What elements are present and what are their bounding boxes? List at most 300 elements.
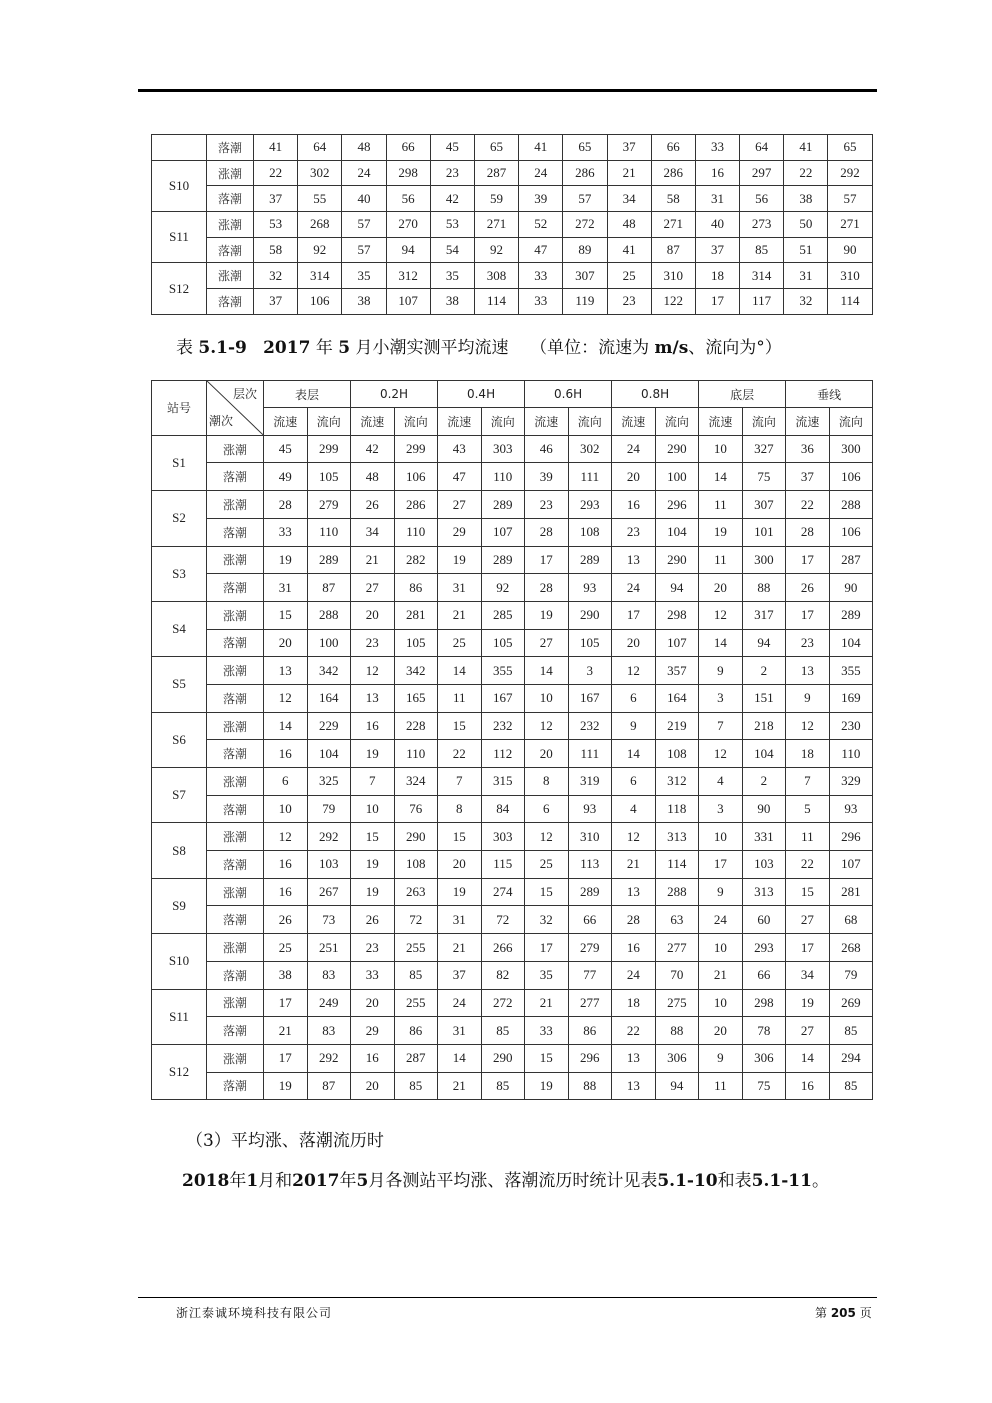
tide-cell: 落潮 [207, 740, 264, 768]
value-cell: 22 [786, 851, 830, 879]
table-row [152, 1017, 873, 1045]
value-cell: 20 [264, 629, 308, 657]
value-cell: 78 [742, 1017, 786, 1045]
value-cell: 6 [612, 768, 656, 796]
value-cell: 287 [474, 160, 518, 186]
value-cell: 17 [612, 601, 656, 629]
value-cell: 22 [786, 491, 830, 519]
value-cell: 33 [695, 135, 739, 161]
value-cell: 111 [568, 740, 612, 768]
value-cell: 268 [298, 212, 342, 238]
value-cell: 15 [786, 878, 830, 906]
value-cell: 57 [828, 186, 872, 212]
value-cell: 20 [351, 601, 395, 629]
table-row [152, 263, 873, 289]
value-cell: 18 [786, 740, 830, 768]
value-cell: 310 [568, 823, 612, 851]
value-cell: 286 [651, 160, 695, 186]
value-cell: 20 [699, 1017, 743, 1045]
value-cell: 21 [438, 601, 482, 629]
value-cell: 281 [829, 878, 873, 906]
tide-cell: 涨潮 [207, 546, 264, 574]
value-cell: 10 [351, 795, 395, 823]
value-cell: 23 [351, 629, 395, 657]
value-cell: 104 [655, 518, 699, 546]
value-cell: 289 [481, 491, 525, 519]
table-caption: 表 5.1-9 2017 年 5 月小潮实测平均流速 （单位：流速为 m/s、流向为°） [176, 338, 782, 358]
table-row [152, 878, 873, 906]
value-cell: 66 [386, 135, 430, 161]
value-cell: 75 [742, 463, 786, 491]
tide-cell: 涨潮 [207, 435, 264, 463]
value-cell: 37 [786, 463, 830, 491]
value-cell: 90 [829, 574, 873, 602]
tide-cell: 落潮 [207, 237, 254, 263]
value-cell: 66 [651, 135, 695, 161]
direction-header: 流向 [829, 408, 873, 435]
value-cell: 167 [481, 684, 525, 712]
table-header-row [152, 381, 873, 408]
value-cell: 19 [786, 989, 830, 1017]
value-cell: 11 [438, 684, 482, 712]
value-cell: 306 [655, 1044, 699, 1072]
table-row [152, 160, 873, 186]
value-cell: 12 [525, 823, 569, 851]
value-cell: 16 [612, 934, 656, 962]
station-cell: S1 [152, 435, 207, 490]
value-cell: 35 [342, 263, 386, 289]
value-cell: 14 [438, 657, 482, 685]
value-cell: 342 [307, 657, 351, 685]
direction-header: 流向 [481, 408, 525, 435]
tide-cell: 涨潮 [207, 657, 264, 685]
value-cell: 306 [742, 1044, 786, 1072]
value-cell: 19 [525, 601, 569, 629]
value-cell: 15 [525, 1044, 569, 1072]
value-cell: 299 [394, 435, 438, 463]
value-cell: 313 [655, 823, 699, 851]
value-cell: 271 [474, 212, 518, 238]
value-cell: 19 [438, 546, 482, 574]
value-cell: 41 [519, 135, 563, 161]
value-cell: 21 [438, 934, 482, 962]
value-cell: 24 [612, 574, 656, 602]
value-cell: 56 [740, 186, 784, 212]
value-cell: 85 [481, 1072, 525, 1100]
value-cell: 267 [307, 878, 351, 906]
value-cell: 315 [481, 768, 525, 796]
value-cell: 110 [394, 740, 438, 768]
value-cell: 13 [786, 657, 830, 685]
value-cell: 115 [481, 851, 525, 879]
value-cell: 23 [525, 491, 569, 519]
value-cell: 70 [655, 961, 699, 989]
value-cell: 232 [481, 712, 525, 740]
value-cell: 23 [607, 289, 651, 315]
value-cell: 228 [394, 712, 438, 740]
value-cell: 269 [829, 989, 873, 1017]
value-cell: 105 [394, 629, 438, 657]
value-cell: 249 [307, 989, 351, 1017]
value-cell: 28 [612, 906, 656, 934]
value-cell: 66 [568, 906, 612, 934]
value-cell: 218 [742, 712, 786, 740]
value-cell: 48 [607, 212, 651, 238]
value-cell: 8 [525, 768, 569, 796]
value-cell: 18 [695, 263, 739, 289]
value-cell: 16 [695, 160, 739, 186]
value-cell: 106 [829, 463, 873, 491]
value-cell: 42 [430, 186, 474, 212]
value-cell: 73 [307, 906, 351, 934]
tide-cell: 落潮 [207, 684, 264, 712]
value-cell: 79 [307, 795, 351, 823]
value-cell: 76 [394, 795, 438, 823]
value-cell: 12 [786, 712, 830, 740]
value-cell: 20 [351, 989, 395, 1017]
value-cell: 23 [351, 934, 395, 962]
direction-header: 流向 [568, 408, 612, 435]
value-cell: 6 [264, 768, 308, 796]
tide-cell: 落潮 [207, 906, 264, 934]
value-cell: 13 [612, 1072, 656, 1100]
section-heading: （3）平均涨、落潮流历时 [186, 1131, 384, 1151]
neap-tide-flow-table [151, 380, 873, 1100]
tide-cell: 涨潮 [207, 601, 264, 629]
station-cell: S7 [152, 768, 207, 823]
table-row [152, 212, 873, 238]
value-cell: 85 [394, 961, 438, 989]
value-cell: 42 [351, 435, 395, 463]
value-cell: 251 [307, 934, 351, 962]
value-cell: 85 [829, 1017, 873, 1045]
direction-header: 流向 [655, 408, 699, 435]
value-cell: 53 [254, 212, 298, 238]
value-cell: 355 [829, 657, 873, 685]
value-cell: 58 [651, 186, 695, 212]
value-cell: 229 [307, 712, 351, 740]
value-cell: 302 [298, 160, 342, 186]
value-cell: 57 [342, 212, 386, 238]
value-cell: 60 [742, 906, 786, 934]
value-cell: 31 [695, 186, 739, 212]
station-cell: S5 [152, 657, 207, 712]
table-row [152, 1072, 873, 1100]
station-cell [152, 135, 207, 161]
value-cell: 19 [264, 546, 308, 574]
value-cell: 9 [699, 878, 743, 906]
value-cell: 6 [525, 795, 569, 823]
table-row [152, 491, 873, 519]
value-cell: 64 [740, 135, 784, 161]
value-cell: 72 [394, 906, 438, 934]
value-cell: 101 [742, 518, 786, 546]
value-cell: 103 [307, 851, 351, 879]
tide-cell: 涨潮 [207, 491, 264, 519]
station-cell: S6 [152, 712, 207, 767]
value-cell: 27 [786, 906, 830, 934]
value-cell: 288 [307, 601, 351, 629]
value-cell: 302 [568, 435, 612, 463]
value-cell: 298 [386, 160, 430, 186]
value-cell: 20 [612, 463, 656, 491]
value-cell: 279 [568, 934, 612, 962]
value-cell: 9 [612, 712, 656, 740]
value-cell: 37 [695, 237, 739, 263]
tide-cell: 落潮 [207, 795, 264, 823]
value-cell: 21 [525, 989, 569, 1017]
value-cell: 23 [612, 518, 656, 546]
value-cell: 28 [264, 491, 308, 519]
value-cell: 106 [298, 289, 342, 315]
value-cell: 12 [612, 823, 656, 851]
value-cell: 88 [742, 574, 786, 602]
value-cell: 292 [828, 160, 872, 186]
value-cell: 105 [481, 629, 525, 657]
value-cell: 14 [438, 1044, 482, 1072]
value-cell: 279 [307, 491, 351, 519]
value-cell: 25 [525, 851, 569, 879]
value-cell: 26 [786, 574, 830, 602]
value-cell: 41 [607, 237, 651, 263]
value-cell: 45 [430, 135, 474, 161]
tide-cell: 涨潮 [207, 768, 264, 796]
value-cell: 289 [568, 878, 612, 906]
layer-header: 0.2H [351, 381, 438, 408]
value-cell: 20 [525, 740, 569, 768]
value-cell: 14 [786, 1044, 830, 1072]
value-cell: 4 [612, 795, 656, 823]
value-cell: 296 [568, 1044, 612, 1072]
value-cell: 26 [351, 906, 395, 934]
value-cell: 93 [829, 795, 873, 823]
station-cell: S4 [152, 601, 207, 656]
value-cell: 303 [481, 823, 525, 851]
value-cell: 14 [525, 657, 569, 685]
table-row [152, 629, 873, 657]
table-row [152, 574, 873, 602]
tide-cell: 落潮 [207, 1072, 264, 1100]
tide-cell: 涨潮 [207, 712, 264, 740]
value-cell: 85 [740, 237, 784, 263]
value-cell: 10 [699, 934, 743, 962]
value-cell: 87 [651, 237, 695, 263]
value-cell: 114 [474, 289, 518, 315]
value-cell: 25 [264, 934, 308, 962]
value-cell: 107 [481, 518, 525, 546]
value-cell: 90 [742, 795, 786, 823]
table-row [152, 823, 873, 851]
tide-cell: 涨潮 [207, 878, 264, 906]
value-cell: 15 [351, 823, 395, 851]
value-cell: 286 [394, 491, 438, 519]
page-number: 第 205 页 [815, 1306, 872, 1320]
value-cell: 285 [481, 601, 525, 629]
value-cell: 24 [519, 160, 563, 186]
value-cell: 314 [740, 263, 784, 289]
value-cell: 13 [612, 546, 656, 574]
value-cell: 31 [438, 574, 482, 602]
value-cell: 14 [699, 463, 743, 491]
value-cell: 288 [829, 491, 873, 519]
value-cell: 31 [438, 906, 482, 934]
value-cell: 6 [612, 684, 656, 712]
value-cell: 12 [264, 684, 308, 712]
layer-header: 0.6H [525, 381, 612, 408]
value-cell: 314 [298, 263, 342, 289]
table-row [152, 768, 873, 796]
value-cell: 270 [386, 212, 430, 238]
value-cell: 289 [568, 546, 612, 574]
value-cell: 21 [612, 851, 656, 879]
value-cell: 38 [342, 289, 386, 315]
value-cell: 111 [568, 463, 612, 491]
value-cell: 272 [481, 989, 525, 1017]
value-cell: 4 [699, 768, 743, 796]
value-cell: 104 [307, 740, 351, 768]
value-cell: 286 [563, 160, 607, 186]
value-cell: 12 [351, 657, 395, 685]
value-cell: 56 [386, 186, 430, 212]
value-cell: 113 [568, 851, 612, 879]
value-cell: 16 [351, 1044, 395, 1072]
value-cell: 47 [438, 463, 482, 491]
value-cell: 13 [264, 657, 308, 685]
value-cell: 219 [655, 712, 699, 740]
value-cell: 77 [568, 961, 612, 989]
value-cell: 324 [394, 768, 438, 796]
value-cell: 24 [699, 906, 743, 934]
value-cell: 325 [307, 768, 351, 796]
value-cell: 7 [786, 768, 830, 796]
value-cell: 50 [784, 212, 828, 238]
value-cell: 103 [742, 851, 786, 879]
value-cell: 9 [699, 657, 743, 685]
value-cell: 107 [829, 851, 873, 879]
value-cell: 35 [525, 961, 569, 989]
value-cell: 37 [254, 186, 298, 212]
value-cell: 14 [699, 629, 743, 657]
value-cell: 331 [742, 823, 786, 851]
value-cell: 94 [655, 574, 699, 602]
table-row [152, 237, 873, 263]
value-cell: 104 [742, 740, 786, 768]
value-cell: 107 [386, 289, 430, 315]
value-cell: 39 [519, 186, 563, 212]
value-cell: 151 [742, 684, 786, 712]
value-cell: 327 [742, 435, 786, 463]
value-cell: 296 [829, 823, 873, 851]
table-row [152, 463, 873, 491]
value-cell: 23 [786, 629, 830, 657]
value-cell: 24 [342, 160, 386, 186]
value-cell: 31 [264, 574, 308, 602]
table-row [152, 712, 873, 740]
station-cell: S11 [152, 212, 207, 263]
value-cell: 122 [651, 289, 695, 315]
table-row [152, 684, 873, 712]
table-row [152, 795, 873, 823]
value-cell: 94 [386, 237, 430, 263]
tide-cell: 落潮 [207, 186, 254, 212]
speed-header: 流速 [438, 408, 482, 435]
value-cell: 18 [612, 989, 656, 1017]
value-cell: 72 [481, 906, 525, 934]
value-cell: 41 [254, 135, 298, 161]
table-row [152, 989, 873, 1017]
value-cell: 106 [829, 518, 873, 546]
value-cell: 300 [742, 546, 786, 574]
footer-company: 浙江泰诚环境科技有限公司 [176, 1306, 333, 1320]
station-cell: S8 [152, 823, 207, 878]
value-cell: 9 [786, 684, 830, 712]
value-cell: 92 [474, 237, 518, 263]
value-cell: 24 [612, 961, 656, 989]
value-cell: 49 [264, 463, 308, 491]
value-cell: 92 [298, 237, 342, 263]
value-cell: 277 [568, 989, 612, 1017]
value-cell: 38 [784, 186, 828, 212]
tide-cell: 落潮 [207, 629, 264, 657]
value-cell: 319 [568, 768, 612, 796]
value-cell: 3 [699, 684, 743, 712]
value-cell: 28 [525, 574, 569, 602]
value-cell: 88 [655, 1017, 699, 1045]
value-cell: 33 [264, 518, 308, 546]
flow-table-continued [151, 134, 873, 315]
value-cell: 40 [695, 212, 739, 238]
value-cell: 288 [655, 878, 699, 906]
value-cell: 31 [784, 263, 828, 289]
value-cell: 26 [264, 906, 308, 934]
value-cell: 22 [784, 160, 828, 186]
value-cell: 22 [612, 1017, 656, 1045]
tide-cell: 涨潮 [207, 823, 264, 851]
value-cell: 118 [655, 795, 699, 823]
value-cell: 17 [264, 1044, 308, 1072]
value-cell: 9 [699, 1044, 743, 1072]
value-cell: 47 [519, 237, 563, 263]
value-cell: 33 [519, 263, 563, 289]
value-cell: 11 [699, 491, 743, 519]
value-cell: 289 [829, 601, 873, 629]
table-row [152, 851, 873, 879]
value-cell: 167 [568, 684, 612, 712]
value-cell: 85 [481, 1017, 525, 1045]
value-cell: 40 [342, 186, 386, 212]
footer-rule [138, 1297, 877, 1298]
value-cell: 17 [264, 989, 308, 1017]
value-cell: 86 [394, 1017, 438, 1045]
value-cell: 16 [612, 491, 656, 519]
value-cell: 7 [351, 768, 395, 796]
value-cell: 34 [351, 518, 395, 546]
value-cell: 38 [264, 961, 308, 989]
value-cell: 308 [474, 263, 518, 289]
value-cell: 21 [699, 961, 743, 989]
table-row [152, 186, 873, 212]
value-cell: 21 [607, 160, 651, 186]
value-cell: 32 [254, 263, 298, 289]
tide-cell: 涨潮 [207, 212, 254, 238]
value-cell: 17 [525, 546, 569, 574]
value-cell: 11 [699, 1072, 743, 1100]
station-cell: S10 [152, 934, 207, 989]
speed-header: 流速 [351, 408, 395, 435]
value-cell: 22 [438, 740, 482, 768]
value-cell: 299 [307, 435, 351, 463]
value-cell: 27 [786, 1017, 830, 1045]
